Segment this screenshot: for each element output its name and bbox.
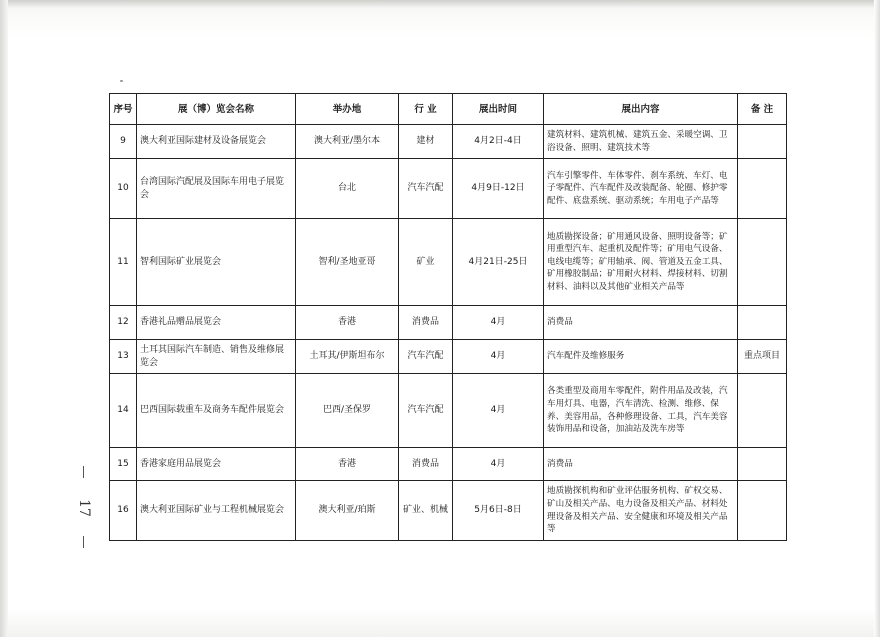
- cell-time: 4月21日-25日: [453, 219, 544, 306]
- cell-content: 汽车配件及维修服务: [544, 340, 738, 374]
- cell-name: 台湾国际汽配展及国际车用电子展览会: [137, 159, 296, 219]
- cell-venue: 智利/圣地亚哥: [296, 219, 399, 306]
- cell-content: 地质勘探设备；矿用通风设备、照明设备等；矿用重型汽车、起重机及配件等；矿用电气设备、电线电缆等；矿用轴承、阀、管道及五金工具、矿用橡胶制品；矿用耐火材料、焊接材料、切割材料、油料以及其他矿业相关产品等: [544, 219, 738, 306]
- cell-name: 巴西国际载重车及商务车配件展览会: [137, 374, 296, 448]
- cell-remark: [738, 125, 787, 159]
- exhibition-table: [109, 93, 787, 541]
- scan-edge-top: [0, 0, 880, 8]
- cell-name: 土耳其国际汽车制造、销售及维修展览会: [137, 340, 296, 374]
- cell-remark: [738, 448, 787, 481]
- cell-no: 9: [110, 125, 137, 159]
- cell-name: 香港家庭用品展览会: [137, 448, 296, 481]
- cell-no: 16: [110, 481, 137, 541]
- cell-no: 10: [110, 159, 137, 219]
- table-row: [110, 481, 787, 541]
- cell-remark: [738, 219, 787, 306]
- cell-name: 智利国际矿业展览会: [137, 219, 296, 306]
- cell-content: 各类重型及商用车零配件，附件用品及改装，汽车用灯具、电器，汽车清洗、检测、维修、保养、美容用品，各种修理设备、工具，汽车美容装饰用品和设备，加油站及洗车房等: [544, 374, 738, 448]
- header-row: [110, 94, 787, 125]
- cell-industry: 矿业、机械: [399, 481, 453, 541]
- scan-edge-left: [0, 0, 8, 637]
- header-industry: 行 业: [399, 94, 453, 125]
- header-name: 展（博）览会名称: [137, 94, 296, 125]
- cell-industry: 矿业: [399, 219, 453, 306]
- cell-time: 4月: [453, 306, 544, 340]
- cell-venue: 台北: [296, 159, 399, 219]
- cell-no: 12: [110, 306, 137, 340]
- cell-industry: 消费品: [399, 306, 453, 340]
- cell-industry: 汽车汽配: [399, 340, 453, 374]
- cell-time: 5月6日-8日: [453, 481, 544, 541]
- cell-remark: [738, 481, 787, 541]
- cell-venue: 澳大利亚/珀斯: [296, 481, 399, 541]
- header-venue: 举办地: [296, 94, 399, 125]
- cell-name: 香港礼品赠品展览会: [137, 306, 296, 340]
- header-time: 展出时间: [453, 94, 544, 125]
- cell-no: 11: [110, 219, 137, 306]
- cell-no: 13: [110, 340, 137, 374]
- header-remark: 备 注: [738, 94, 787, 125]
- cell-name: 澳大利亚国际矿业与工程机械展览会: [137, 481, 296, 541]
- table-row: [110, 448, 787, 481]
- cell-venue: 巴西/圣保罗: [296, 374, 399, 448]
- cell-name: 澳大利亚国际建材及设备展览会: [137, 125, 296, 159]
- table-row: [110, 159, 787, 219]
- cell-time: 4月: [453, 448, 544, 481]
- cell-time: 4月: [453, 374, 544, 448]
- cell-venue: 澳大利亚/墨尔本: [296, 125, 399, 159]
- cell-time: 4月9日-12日: [453, 159, 544, 219]
- cell-content: 消费品: [544, 306, 738, 340]
- cell-venue: 香港: [296, 306, 399, 340]
- cell-content: 消费品: [544, 448, 738, 481]
- cell-industry: 消费品: [399, 448, 453, 481]
- table-row: [110, 374, 787, 448]
- cell-remark: [738, 374, 787, 448]
- cell-remark: 重点项目: [738, 340, 787, 374]
- cell-venue: 土耳其/伊斯坦布尔: [296, 340, 399, 374]
- table-row: [110, 340, 787, 374]
- table-row: [110, 306, 787, 340]
- cell-content: 汽车引擎零件、车体零件、刹车系统、车灯、电子零配件、汽车配件及改装配备、轮圈、修护零配件、底盘系统、驱动系统；车用电子产品等: [544, 159, 738, 219]
- cell-content: 地质勘探机构和矿业评估服务机构、矿权交易、矿山及相关产品、电力设备及相关产品、材料处理设备及相关产品、安全健康和环境及相关产品等: [544, 481, 738, 541]
- cell-remark: [738, 306, 787, 340]
- scan-speck: [120, 80, 123, 82]
- table-row: [110, 219, 787, 306]
- page-number-dash-bottom: [83, 536, 84, 548]
- cell-remark: [738, 159, 787, 219]
- cell-content: 建筑材料、建筑机械、建筑五金、采暖空调、卫浴设备、照明、建筑技术等: [544, 125, 738, 159]
- header-content: 展出内容: [544, 94, 738, 125]
- cell-time: 4月2日-4日: [453, 125, 544, 159]
- scan-edge-right: [874, 0, 880, 637]
- page-number-dash-top: [83, 466, 84, 478]
- page-number: 17: [76, 499, 92, 517]
- cell-time: 4月: [453, 340, 544, 374]
- header-no: 序号: [110, 94, 137, 125]
- cell-no: 15: [110, 448, 137, 481]
- table-row: [110, 125, 787, 159]
- cell-industry: 汽车汽配: [399, 159, 453, 219]
- cell-no: 14: [110, 374, 137, 448]
- cell-industry: 建材: [399, 125, 453, 159]
- cell-industry: 汽车汽配: [399, 374, 453, 448]
- cell-venue: 香港: [296, 448, 399, 481]
